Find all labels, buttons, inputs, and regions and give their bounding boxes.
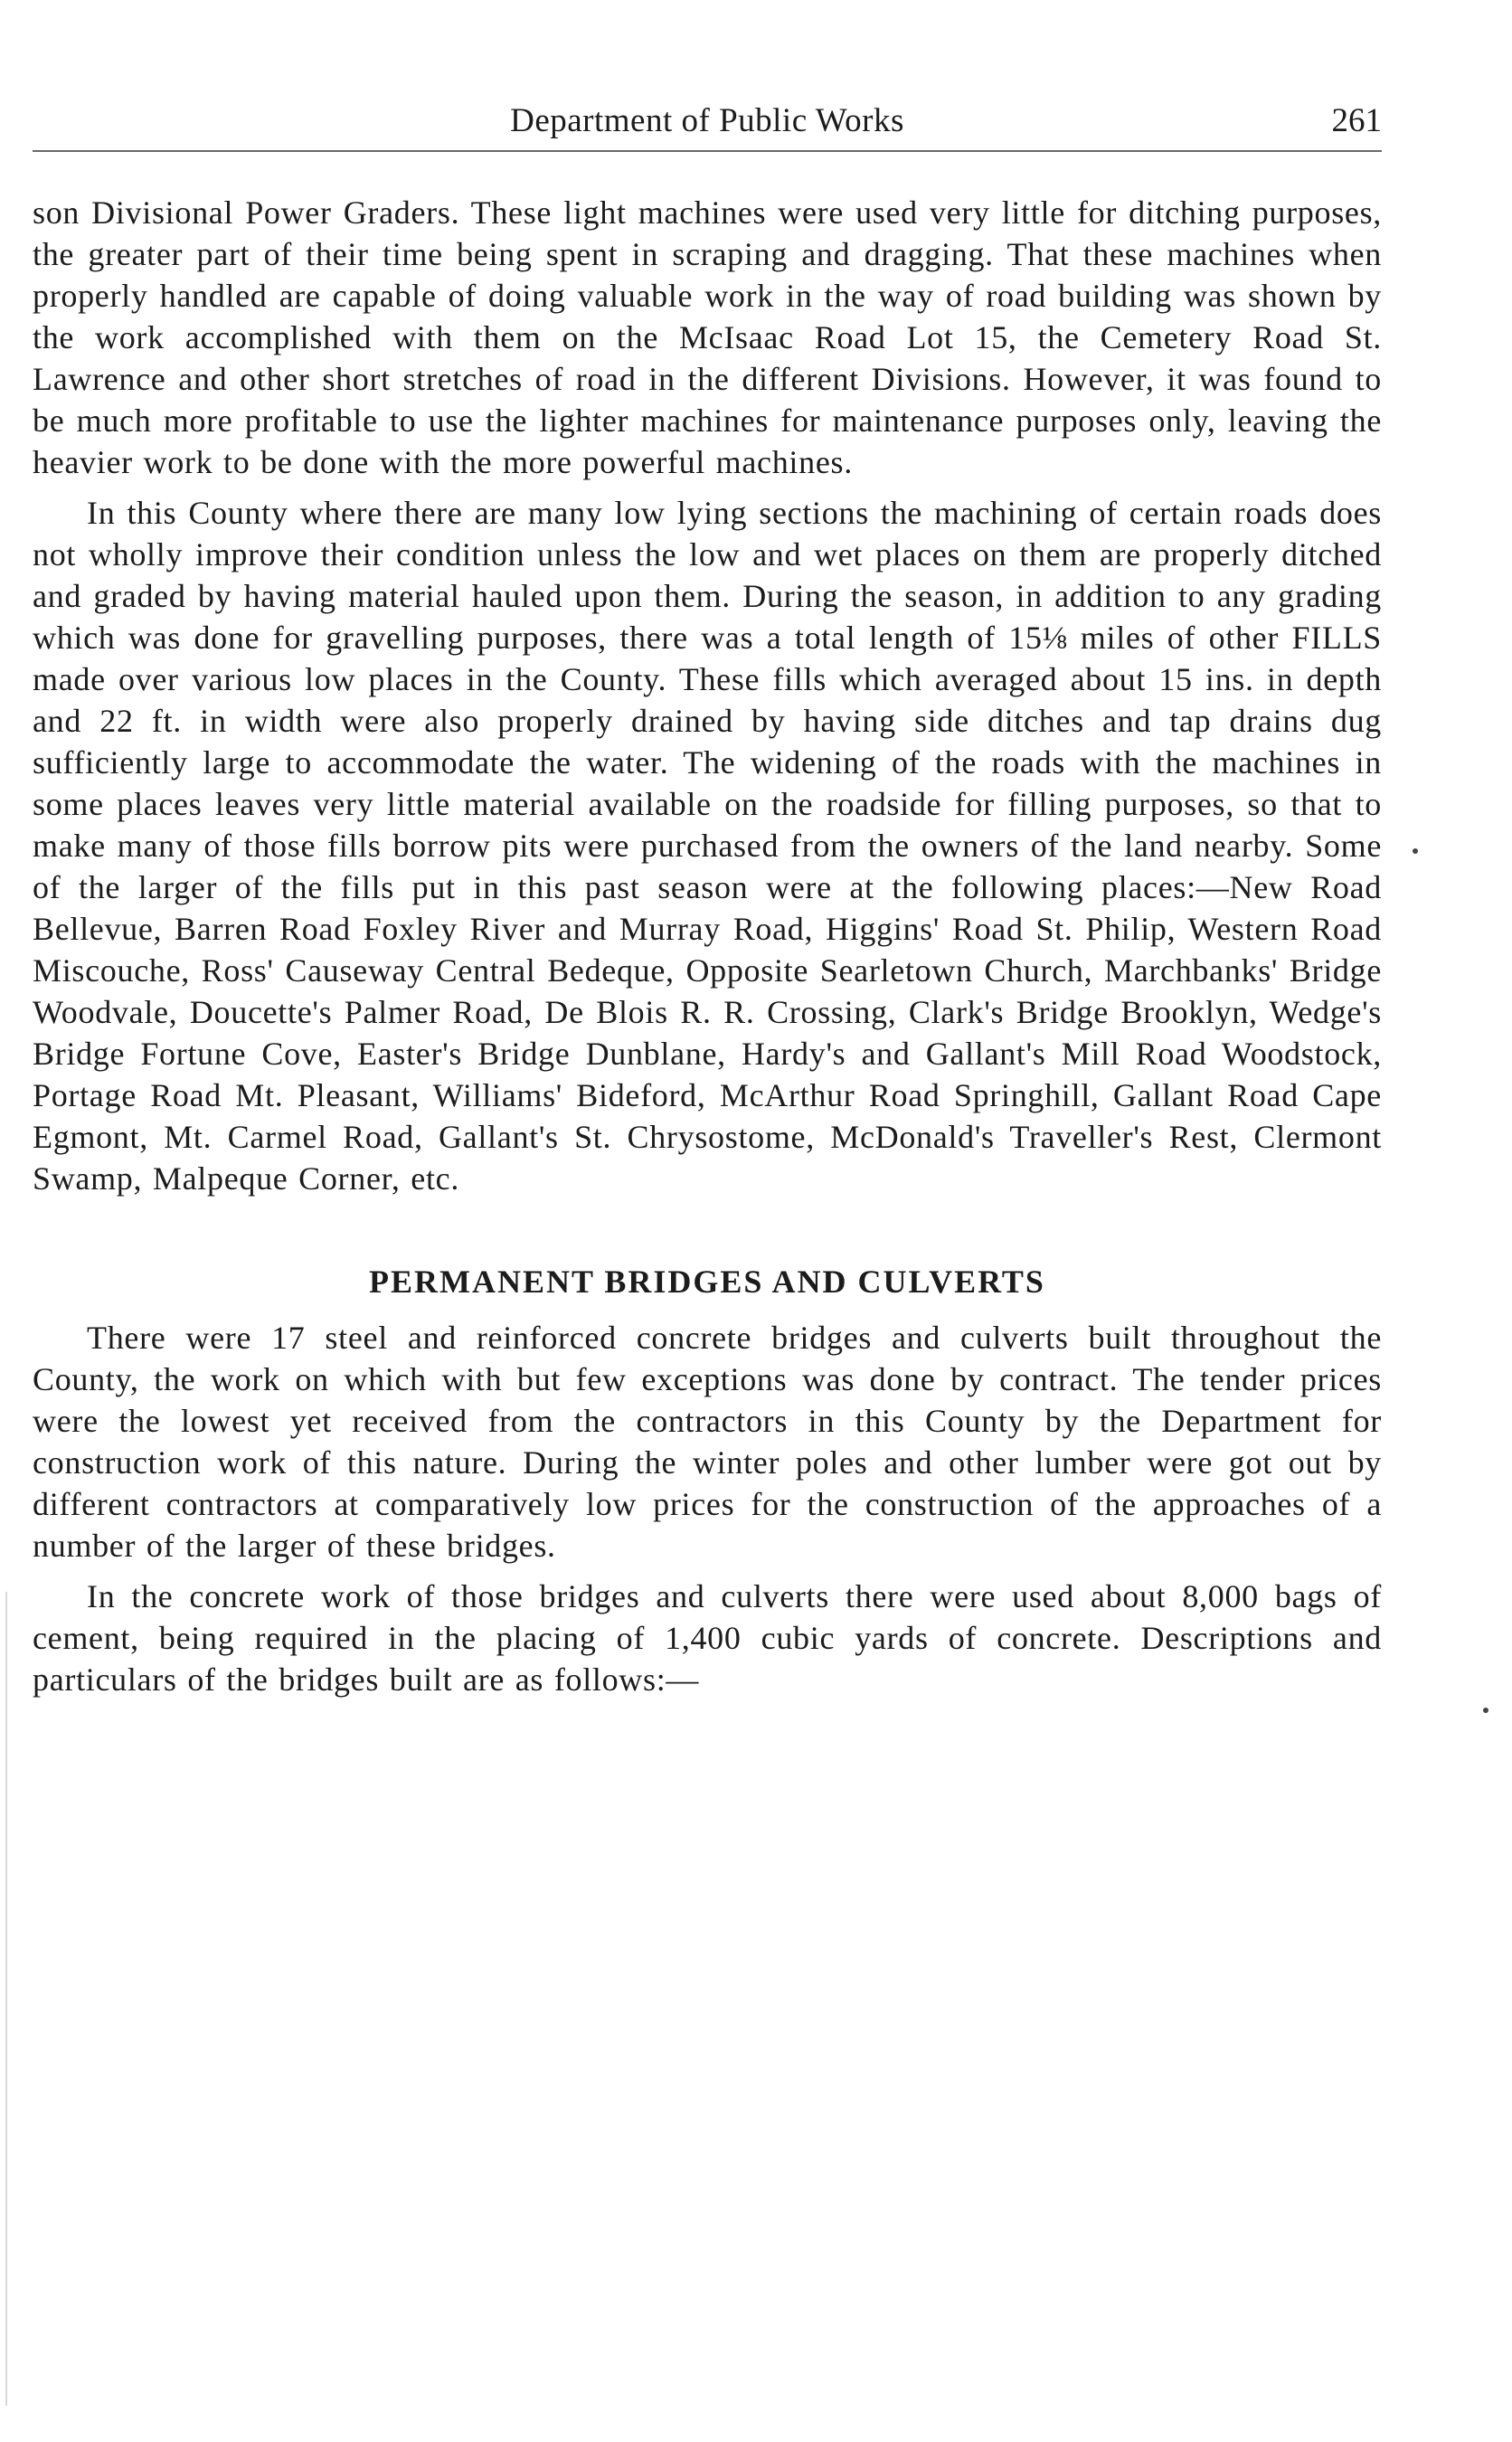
header-rule (33, 150, 1382, 152)
paragraph-bridges: There were 17 steel and reinforced concrete bridges and culverts built throughout the County, the work on which with but few exceptions was done by contract. The tender prices were the lowest yet received from the contractors in this County by the Department for construction work of this nature. During the winter poles and other lumber were got out by different contractors at comparatively low prices for the construction of the approaches of a number of the larger of these bridges. (33, 1320, 1382, 1564)
scan-edge-mark (5, 1592, 7, 2406)
page-header (33, 101, 1382, 152)
running-title: Department of Public Works (510, 102, 904, 139)
scan-speck (1483, 1708, 1488, 1713)
paragraph-concrete: In the concrete work of those bridges and culverts there were used about 8,000 bags of cement, being required in the placing of 1,400 cubic yards of concrete. Descriptions and particulars of the bridges built are as follows:— (33, 1578, 1382, 1698)
scan-speck (1413, 848, 1418, 854)
body-text (33, 192, 1382, 1700)
paragraph-fills: In this County where there are many low lying sections the machining of certain roads does not wholly improve their condition unless the low and wet places on them are properly ditched and graded by having material hauled upon them. During the season, in addition to any grading which was done for gravelling purposes, there was a total length of 15⅛ miles of other FILLS made over various low places in the County. These fills which averaged about 15 ins. in depth and 22 ft. in width were also properly drained by having side ditches and tap drains dug sufficiently large to accommodate the water. The widening of the roads with the machines in some places leaves very little material available on the roadside for filling purposes, so that to make many of those fills borrow pits were purchased from the owners of the land nearby. Some of the larger of the fills put in this past season were at the following places:—New Road Bellevue, Barren Road Foxley River and Murray Road, Higgins' Road St. Philip, Western Road Miscouche, Ross' Causeway Central Bedeque, Opposite Searletown Church, Marchbanks' Bridge Woodvale, Doucette's Palmer Road, De Blois R. R. Crossing, Clark's Bridge Brooklyn, Wedge's Bridge Fortune Cove, Easter's Bridge Dunblane, Hardy's and Gallant's Mill Road Woodstock, Portage Road Mt. Pleasant, Williams' Bideford, McArthur Road Springhill, Gallant Road Cape Egmont, Mt. Carmel Road, Gallant's St. Chrysostome, McDonald's Traveller's Rest, Clermont Swamp, Malpeque Corner, etc. (33, 495, 1382, 1197)
paragraph-power-graders: son Divisional Power Graders. These light machines were used very little for ditching purposes, the greater part of their time being spent in scraping and dragging. That these machines when properly handled are capable of doing valuable work in the way of road building was shown by the work accomplished with them on the McIsaac Road Lot 15, the Cemetery Road St. Lawrence and other short stretches of road in the different Divisions. However, it was found to be much more profitable to use the lighter machines for maintenance purposes only, leaving the heavier work to be done with the more powerful machines. (33, 194, 1382, 480)
section-heading: PERMANENT BRIDGES AND CULVERTS (369, 1264, 1045, 1300)
page-number: 261 (1331, 102, 1382, 139)
